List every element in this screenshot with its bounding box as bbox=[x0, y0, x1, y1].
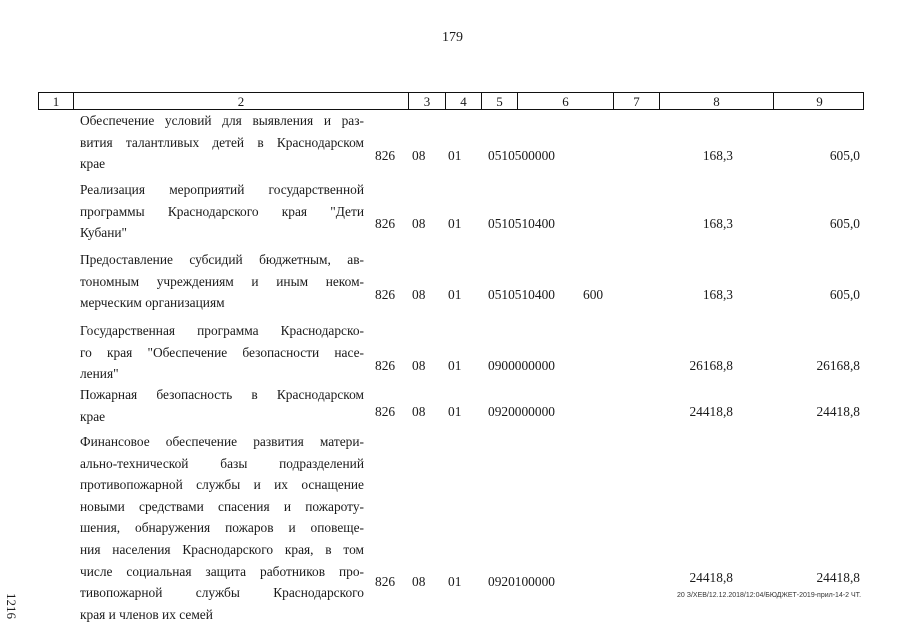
cell-ministry-code: 826 bbox=[375, 404, 396, 419]
cell-expense-type: 600 bbox=[583, 287, 604, 302]
cell-subsection: 01 bbox=[448, 358, 462, 373]
cell-amount-1: 24418,8 bbox=[689, 404, 733, 419]
description-line: го края "Обеспечение безопасности насе- bbox=[80, 344, 364, 360]
cell-target-code: 0510500000 bbox=[488, 148, 555, 163]
cell-target-code: 0920100000 bbox=[488, 574, 555, 589]
cell-section: 08 bbox=[412, 404, 426, 419]
description-line: вития талантливых детей в Краснодарском bbox=[80, 134, 364, 150]
cell-ministry-code: 826 bbox=[375, 148, 396, 163]
side-page-number: 1216 bbox=[4, 593, 19, 619]
header-col-1: 1 bbox=[52, 94, 60, 109]
description-line: мерческим организациям bbox=[80, 295, 225, 311]
description-line: Пожарная безопасность в Краснодарском bbox=[80, 387, 364, 402]
header-col-5: 5 bbox=[481, 93, 517, 109]
description-line: Предоставление субсидий бюджетным, ав- bbox=[80, 252, 364, 267]
row-description bbox=[80, 384, 364, 427]
cell-subsection: 01 bbox=[448, 287, 462, 302]
description-line: края и членов их семей bbox=[80, 606, 213, 622]
cell-subsection: 01 bbox=[448, 574, 462, 589]
cell-amount-1: 168,3 bbox=[702, 287, 733, 302]
cell-target-code: 0900000000 bbox=[488, 358, 555, 373]
row-description bbox=[80, 431, 364, 625]
document-footer-code: 20 З/ХЕВ/12.12.2018/12:04/БЮДЖЕТ-2019-прил-14-2 ЧТ. bbox=[677, 592, 862, 599]
cell-target-code: 0510510400 bbox=[488, 216, 555, 231]
cell-target-code: 0510510400 bbox=[488, 287, 555, 302]
cell-ministry-code: 826 bbox=[375, 287, 396, 302]
description-line: новыми средствами спасения и пожароту- bbox=[80, 498, 364, 514]
description-line: крае bbox=[80, 408, 106, 424]
cell-ministry-code: 826 bbox=[375, 216, 396, 231]
cell-amount-2: 605,0 bbox=[829, 287, 860, 302]
description-line: Обеспечение условий для выявления и раз- bbox=[80, 113, 364, 128]
cell-ministry-code: 826 bbox=[375, 358, 396, 373]
row-description bbox=[80, 179, 364, 244]
cell-section: 08 bbox=[412, 574, 426, 589]
table-header bbox=[38, 92, 864, 110]
cell-amount-2: 605,0 bbox=[829, 148, 860, 163]
description-line: ния населения Краснодарского края, в том bbox=[80, 541, 364, 557]
description-line: тономным учреждениям и иным неком- bbox=[80, 273, 364, 289]
description-line: числе социальная защита работников про- bbox=[80, 563, 364, 579]
header-col-7: 7 bbox=[613, 93, 659, 109]
cell-subsection: 01 bbox=[448, 216, 462, 231]
header-col-8: 8 bbox=[659, 93, 773, 109]
cell-amount-2: 26168,8 bbox=[816, 358, 860, 373]
cell-amount-2: 605,0 bbox=[829, 216, 860, 231]
cell-ministry-code: 826 bbox=[375, 574, 396, 589]
header-col-4: 4 bbox=[445, 93, 481, 109]
row-description bbox=[80, 249, 364, 314]
cell-amount-1: 168,3 bbox=[702, 148, 733, 163]
description-line: тивопожарной службы Краснодарского bbox=[80, 585, 364, 601]
cell-target-code: 0920000000 bbox=[488, 404, 555, 419]
cell-amount-2: 24418,8 bbox=[816, 570, 860, 585]
description-line: крае bbox=[80, 156, 106, 172]
cell-amount-2: 24418,8 bbox=[816, 404, 860, 419]
description-line: ально-технической базы подразделений bbox=[80, 455, 364, 471]
cell-section: 08 bbox=[412, 287, 426, 302]
cell-section: 08 bbox=[412, 148, 426, 163]
description-line: Кубани" bbox=[80, 225, 127, 241]
cell-amount-1: 168,3 bbox=[702, 216, 733, 231]
description-line: Реализация мероприятий государственной bbox=[80, 182, 364, 197]
description-line: Государственная программа Краснодарско- bbox=[80, 323, 364, 338]
header-col-3: 3 bbox=[408, 93, 445, 109]
description-line: противопожарной службы и их оснащение bbox=[80, 477, 364, 493]
description-line: ления" bbox=[80, 366, 119, 382]
cell-subsection: 01 bbox=[448, 148, 462, 163]
cell-amount-1: 26168,8 bbox=[689, 358, 733, 373]
cell-subsection: 01 bbox=[448, 404, 462, 419]
header-col-6: 6 bbox=[517, 93, 613, 109]
cell-section: 08 bbox=[412, 216, 426, 231]
description-line: программы Краснодарского края "Дети bbox=[80, 203, 364, 219]
description-line: шения, обнаружения пожаров и оповеще- bbox=[80, 520, 364, 536]
row-description bbox=[80, 110, 364, 175]
header-col-2: 2 bbox=[73, 93, 408, 109]
page-number: 179 bbox=[442, 30, 463, 45]
row-description bbox=[80, 320, 364, 385]
cell-section: 08 bbox=[412, 358, 426, 373]
cell-amount-1: 24418,8 bbox=[689, 570, 733, 585]
description-line: Финансовое обеспечение развития матери- bbox=[80, 434, 364, 449]
header-col-9: 9 bbox=[773, 93, 865, 109]
